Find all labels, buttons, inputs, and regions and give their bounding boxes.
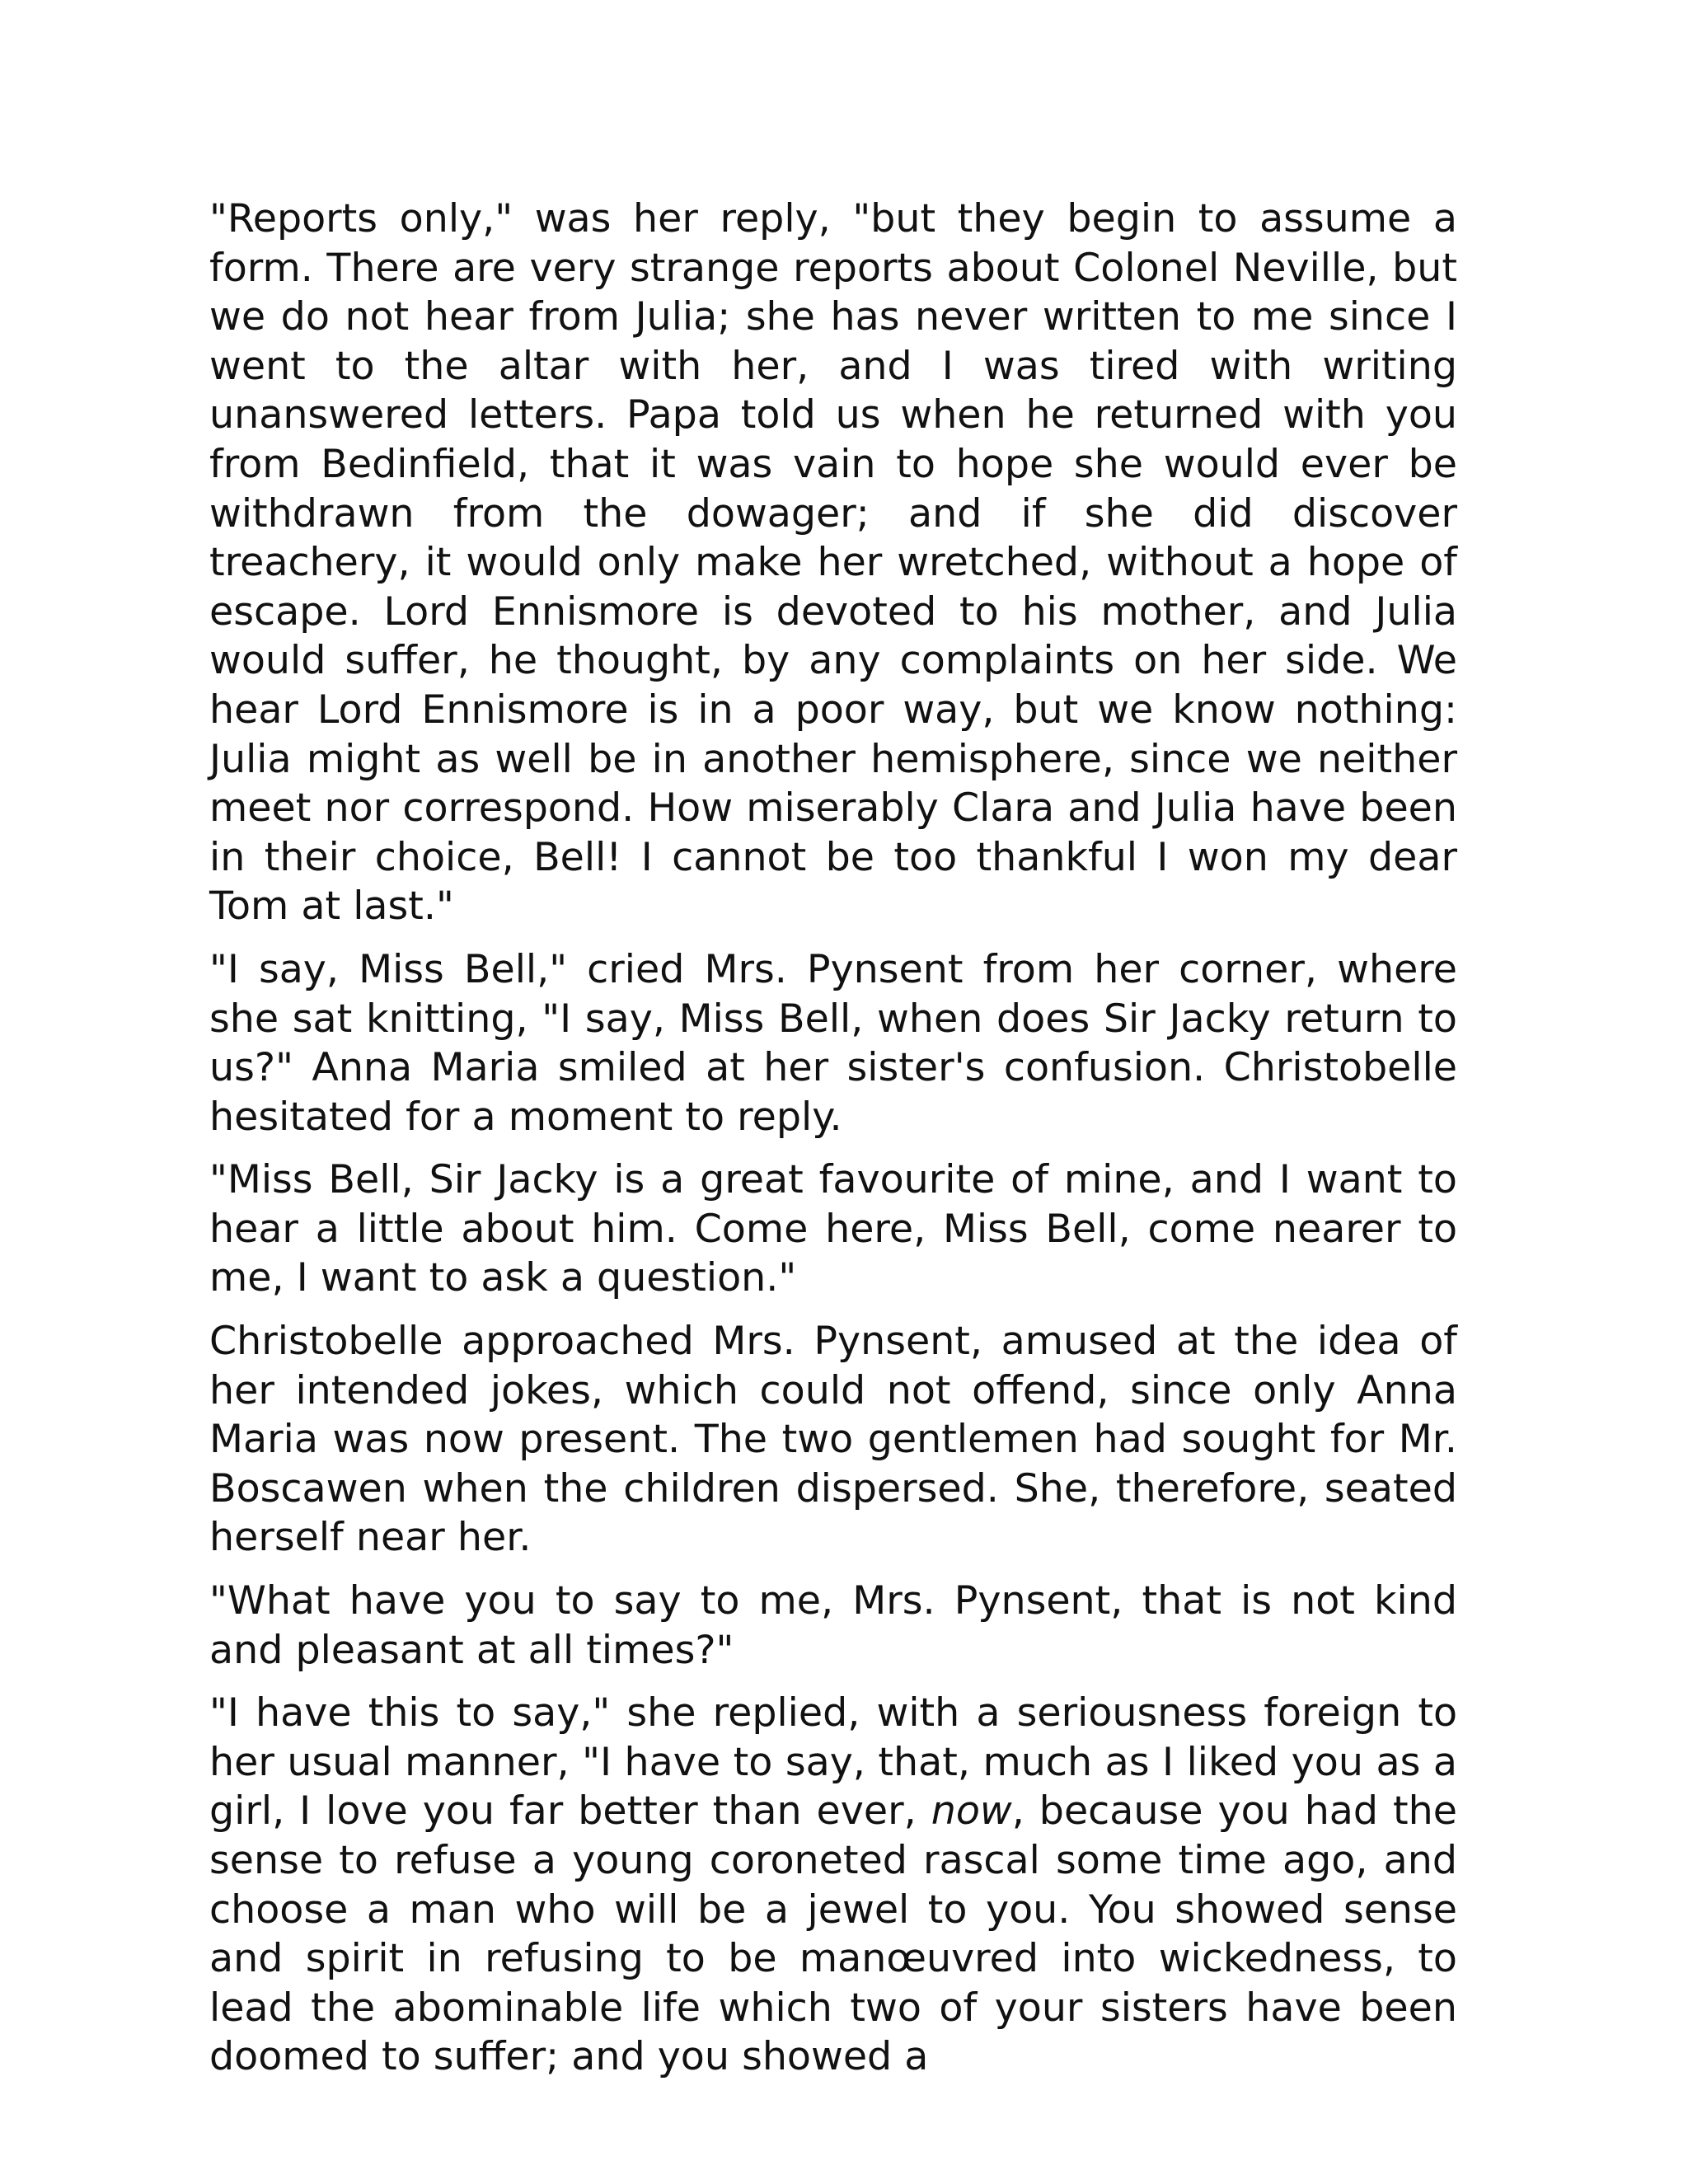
paragraph: "Reports only," was her reply, "but they begin to assume a form. There are very strange reports about Colonel Neville, but we do not hear from Julia; she has never written to me since I went to the altar with her, and I was tired with writing unanswered letters. Papa told us when he returned with you from Bedinfield, that it was vain to hope she would ever be withdrawn from the dowager; and if she did discover treachery, it would only make her wretched, without a hope of escape. Lord Ennismore is devoted to his mother, and Julia would suffer, he thought, by any complaints on her side. We hear Lord Ennismore is in a poor way, but we know nothing: Julia might as well be in another hemisphere, since we neither meet nor correspond. How miserably Clara and Julia have been in their choice, Bell! I cannot be too thankful I won my dear Tom at last." — [209, 196, 1457, 930]
paragraph-text: , because you had the sense to refuse a young coroneted rascal some time ago, and choose a man who will be a jewel to you. You showed sense and spirit in refusing to be manœuvred into wickedness, to lead the abominable life which two of your sisters have been doomed to suffer; and you showed a — [209, 1788, 1457, 2080]
paragraph: "I say, Miss Bell," cried Mrs. Pynsent from her corner, where she sat knitting, "I say, Miss Bell, when does Sir Jacky return to us?" Anna Maria smiled at her sister's confusion. Christobelle hesitated for a moment to reply. — [209, 946, 1457, 1140]
paragraph — [209, 1689, 1457, 2082]
book-page — [209, 194, 1457, 2096]
paragraph: Christobelle approached Mrs. Pynsent, amused at the idea of her intended jokes, which could not offend, since only Anna Maria was now present. The two gentlemen had sought for Mr. Boscawen when the children dispersed. She, therefore, seated herself near her. — [209, 1319, 1457, 1561]
paragraph: "What have you to say to me, Mrs. Pynsent, that is not kind and pleasant at all times?" — [209, 1578, 1457, 1673]
paragraph: "Miss Bell, Sir Jacky is a great favourite of mine, and I want to hear a little about him. Come here, Miss Bell, come nearer to me, I want to ask a question." — [209, 1157, 1457, 1301]
emphasized-word: now — [931, 1788, 1012, 1835]
paragraph-text: "I have this to say," she replied, with a seriousness foreign to her usual manner, "I have to say, that, much as I liked you as a girl, I love you far better than ever, — [209, 1690, 1457, 1835]
